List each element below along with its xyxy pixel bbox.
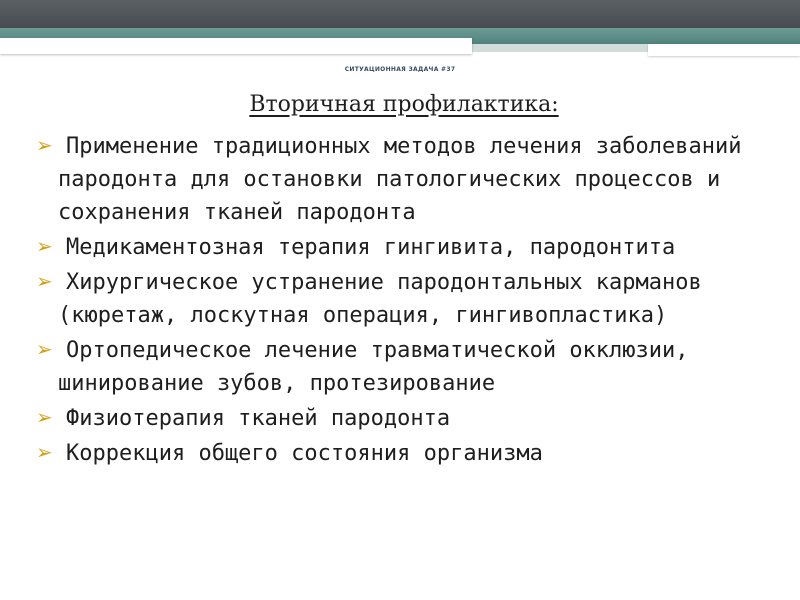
bullet-item (0, 130, 800, 229)
bullet-text: Физиотерапия тканей пародонта (66, 406, 451, 431)
arrowhead-bullet-icon: ➢ (36, 234, 53, 258)
bullet-text: Хирургическое устранение пародонтальных карманов (кюретаж, лоскутная операция, гингивопластика) (58, 270, 702, 328)
bullet-text: Медикаментозная терапия гингивита, пародонтита (66, 235, 676, 260)
bullet-item (0, 402, 800, 435)
header-white-tab (648, 44, 800, 56)
arrowhead-bullet-icon: ➢ (36, 269, 53, 293)
bullet-item (0, 266, 800, 332)
header-white-strip (0, 38, 472, 54)
bullet-text: Коррекция общего состояния организма (66, 441, 543, 466)
slide-caption: СИТУАЦИОННАЯ ЗАДАЧА #37 (344, 66, 456, 73)
bullet-text: Применение традиционных методов лечения заболеваний пародонта для остановки патологических процессов и сохранения тканей пародонта (58, 134, 742, 225)
arrowhead-bullet-icon: ➢ (36, 405, 53, 429)
arrowhead-bullet-icon: ➢ (36, 337, 53, 361)
bullet-item (0, 231, 800, 264)
bullet-item (0, 437, 800, 470)
arrowhead-bullet-icon: ➢ (36, 440, 53, 464)
bullet-item (0, 334, 800, 400)
slide-title: Вторичная профилактика: (249, 92, 559, 117)
arrowhead-bullet-icon: ➢ (36, 133, 53, 157)
bullet-list (0, 130, 800, 472)
bullet-text: Ортопедическое лечение травматической окклюзии, шинирование зубов, протезирование (58, 338, 689, 396)
